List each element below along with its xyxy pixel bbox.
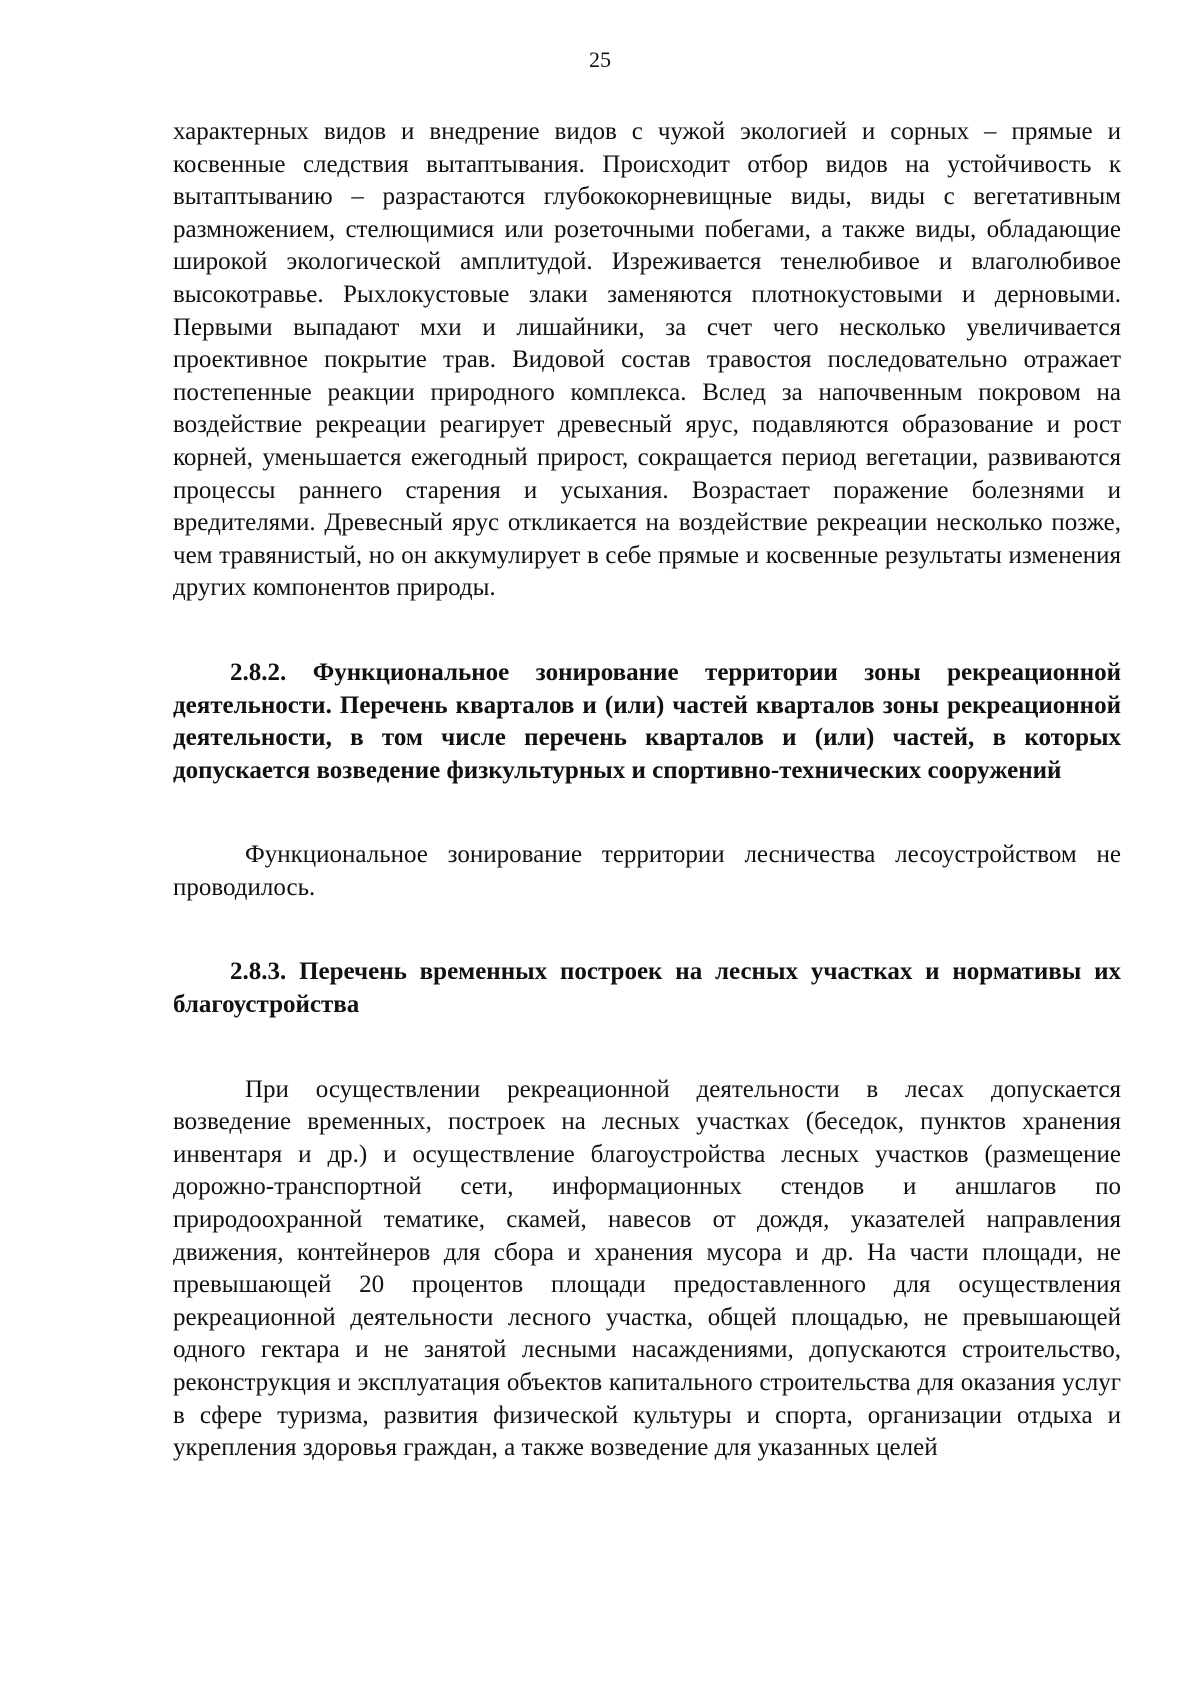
paragraph-continuation: характерных видов и внедрение видов с чужой экологией и сорных – прямые и косвенные следствия вытаптывания. Происходит отбор видов на устойчивость к вытаптыванию – разрастаются глубококорневищные виды, виды с вегетативным размножением, стелющимися или розеточными побегами, а также виды, обладающие широкой экологической амплитудой. Изреживается тенелюбивое и влаголюбивое высокотравье. Рыхлокустовые злаки заменяются плотнокустовыми и дерновыми. Первыми выпадают мхи и лишайники, за счет чего несколько увеличивается проективное покрытие трав. Видовой состав травостоя последовательно отражает постепенные реакции природного комплекса. Вслед за напочвенным покровом на воздействие рекреации реагирует древесный ярус, подавляются образование и рост корней, уменьшается ежегодный прирост, сокращается период вегетации, развиваются процессы раннего старения и усыхания. Возрастает поражение болезнями и вредителями. Древесный ярус откликается на воздействие рекреации несколько позже, чем травянистый, но он аккумулирует в себе прямые и косвенные результаты изменения других компонентов природы.: [173, 118, 1121, 602]
page-number: 25: [589, 47, 611, 72]
spacer: [173, 904, 1121, 956]
section-heading-2-8-3: 2.8.3. Перечень временных построек на лесных участках и нормативы их благоустройства: [173, 958, 1121, 1019]
paragraph-zoning: Функциональное зонирование территории лесничества лесоустройством не проводилось.: [173, 841, 1121, 901]
paragraph-temporary-buildings: При осуществлении рекреационной деятельности в лесах допускается возведение временных, построек на лесных участках (беседок, пунктов хранения инвентаря и др.) и осуществление благоустройства лесных участков (размещение дорожно-транспортной сети, информационных стендов и аншлагов по природоохранной тематике, скамей, навесов от дождя, указателей направления движения, контейнеров для сбора и хранения мусора и др. На части площади, не превышающей 20 процентов площади предоставленного для осуществления рекреационной деятельности лесного участка, общей площадью, не превышающей одного гектара и не занятой лесными насаждениями, допускаются строительство, реконструкция и эксплуатация объектов капитального строительства для оказания услуг в сфере туризма, развития физической культуры и спорта, организации отдыха и укрепления здоровья граждан, а также возведение для указанных целей: [173, 1075, 1121, 1462]
page-content: [173, 116, 1121, 1465]
spacer: [173, 1022, 1121, 1074]
spacer: [173, 605, 1121, 657]
section-heading-2-8-2: 2.8.2. Функциональное зонирование территории зоны рекреационной деятельности. Перечень кварталов и (или) частей кварталов зоны рекреационной деятельности, в том числе перечень кварталов и (или) частей, в которых допускается возведение физкультурных и спортивно-технических сооружений: [173, 658, 1121, 784]
spacer: [173, 787, 1121, 839]
